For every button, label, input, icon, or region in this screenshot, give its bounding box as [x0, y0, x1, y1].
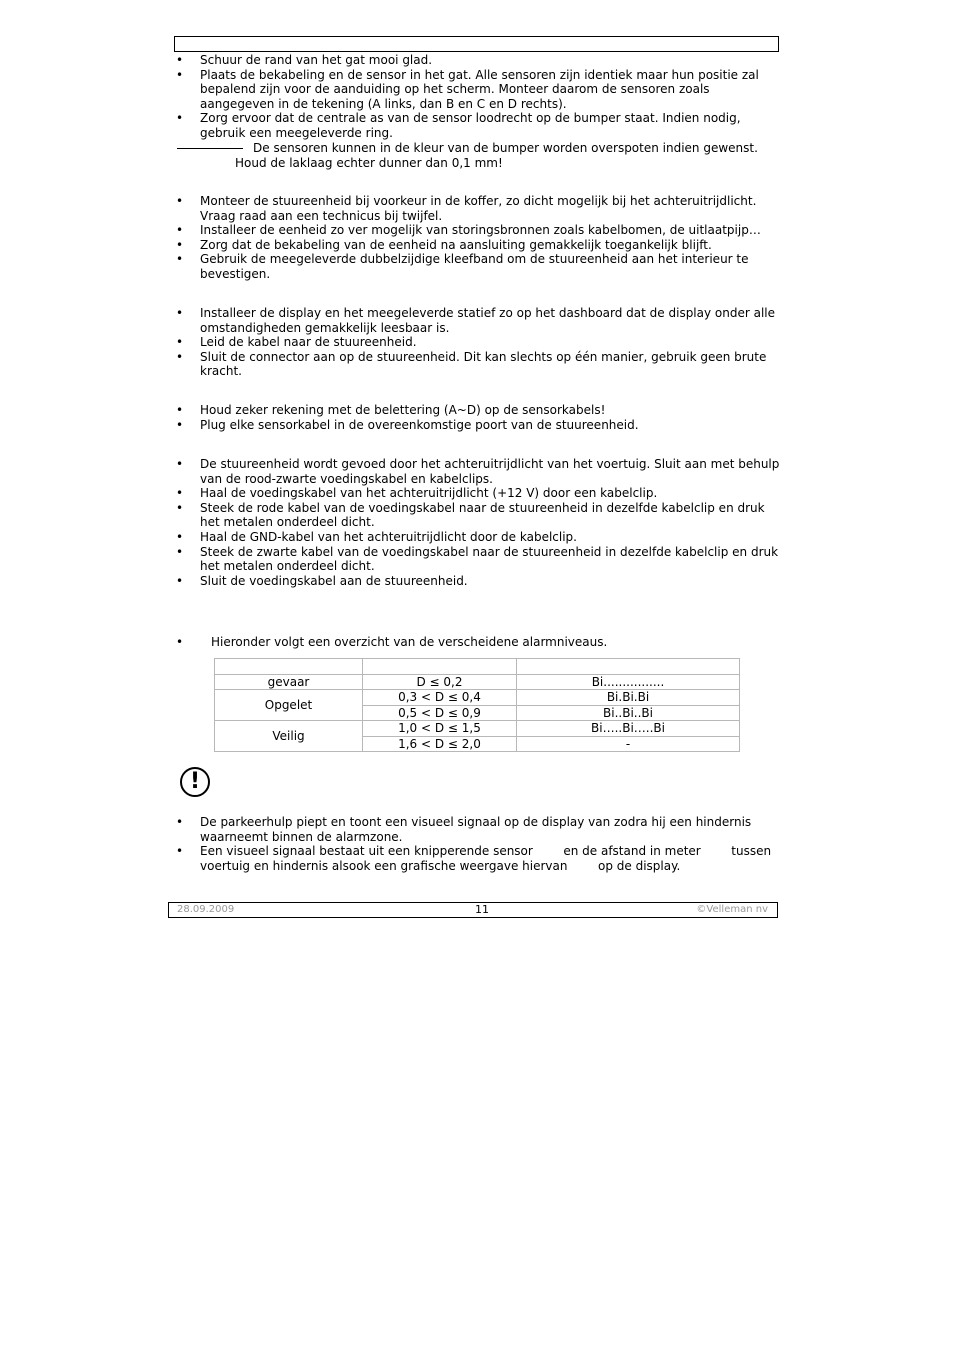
table-cell — [215, 659, 363, 675]
sensor-mounting-list — [174, 53, 784, 141]
level-cell: Veilig — [215, 721, 363, 752]
control-unit-list — [174, 194, 784, 282]
operation-list — [174, 815, 784, 873]
page-footer — [168, 902, 778, 918]
table-row — [215, 674, 740, 690]
warning-icon: ! — [180, 767, 210, 797]
distance-cell: 0,5 < D ≤ 0,9 — [363, 705, 517, 721]
paint-note — [177, 141, 777, 170]
list-item: • Plug elke sensorkabel in de overeenkomstige poort van de stuureenheid. — [174, 418, 784, 433]
level-cell: gevaar — [215, 674, 363, 690]
table-row — [215, 690, 740, 706]
distance-cell: 1,0 < D ≤ 1,5 — [363, 721, 517, 737]
list-item: • Schuur de rand van het gat mooi glad. — [174, 53, 784, 68]
table-row — [215, 721, 740, 737]
display-list — [174, 306, 784, 379]
list-item: • Leid de kabel naar de stuureenheid. — [174, 335, 784, 350]
list-item: • Gebruik de meegeleverde dubbelzijdige kleefband om de stuureenheid aan het interieur te bevestigen. — [174, 252, 784, 281]
header-box — [174, 36, 779, 52]
list-item: • Haal de voedingskabel van het achteruitrijdlicht (+12 V) door een kabelclip. — [174, 486, 784, 501]
level-cell: Opgelet — [215, 690, 363, 721]
sound-cell: - — [517, 736, 740, 752]
page-number: 11 — [475, 903, 489, 916]
note-line-1: De sensoren kunnen in de kleur van de bumper worden overspoten indien gewenst. — [253, 141, 758, 155]
sound-cell: Bi.Bi.Bi — [517, 690, 740, 706]
list-item: • Steek de rode kabel van de voedingskabel naar de stuureenheid in dezelfde kabelclip en druk het metalen onderdeel dicht. — [174, 501, 784, 530]
list-item: • Steek de zwarte kabel van de voedingskabel naar de stuureenheid in dezelfde kabelclip en druk het metalen onderdeel dicht. — [174, 545, 784, 574]
list-item: • De parkeerhulp piept en toont een visueel signaal op de display van zodra hij een hindernis waarneemt binnen de alarmzone. — [174, 815, 784, 844]
table-cell — [363, 659, 517, 675]
alarm-levels-table — [214, 658, 740, 752]
note-underline — [177, 148, 243, 149]
list-item: • Plaats de bekabeling en de sensor in het gat. Alle sensoren zijn identiek maar hun positie zal bepalend zijn voor de aanduiding op het scherm. Monteer daarom de sensoren zoals aangegeven in de tekening (A links, dan B en C en D rechts). — [174, 68, 784, 112]
table-cell — [517, 659, 740, 675]
sound-cell: Bi..Bi..Bi — [517, 705, 740, 721]
list-item: • Zorg dat de bekabeling van de eenheid na aansluiting gemakkelijk toegankelijk blijft. — [174, 238, 784, 253]
sound-cell: Bi…..Bi…..Bi — [517, 721, 740, 737]
list-item: • Een visueel signaal bestaat uit een knipperende sensor en de afstand in meter tussen voertuig en hindernis alsook een grafische weergave hiervan op de display. — [174, 844, 784, 873]
distance-cell: D ≤ 0,2 — [363, 674, 517, 690]
power-list — [174, 457, 784, 588]
list-item: • Houd zeker rekening met de belettering (A~D) op de sensorkabels! — [174, 403, 784, 418]
list-item: • Sluit de voedingskabel aan de stuureenheid. — [174, 574, 784, 589]
distance-cell: 0,3 < D ≤ 0,4 — [363, 690, 517, 706]
list-item: • Sluit de connector aan op de stuureenheid. Dit kan slechts op één manier, gebruik geen brute kracht. — [174, 350, 784, 379]
footer-date: 28.09.2009 — [177, 904, 235, 915]
list-item: • Haal de GND-kabel van het achteruitrijdlicht door de kabelclip. — [174, 530, 784, 545]
sensor-cable-list — [174, 403, 784, 432]
list-item: • De stuureenheid wordt gevoed door het achteruitrijdlicht van het voertuig. Sluit aan met behulp van de rood-zwarte voedingskabel en kabelclips. — [174, 457, 784, 486]
sound-cell: Bi................ — [517, 674, 740, 690]
list-item: • Installeer de display en het meegeleverde statief zo op het dashboard dat de display onder alle omstandigheden gemakkelijk leesbaar is. — [174, 306, 784, 335]
alarm-intro-text: Hieronder volgt een overzicht van de verscheidene alarmniveaus. — [211, 635, 608, 649]
table-header-row — [215, 659, 740, 675]
list-item: • Installeer de eenheid zo ver mogelijk van storingsbronnen zoals kabelbomen, de uitlaatpijp… — [174, 223, 784, 238]
distance-cell: 1,6 < D ≤ 2,0 — [363, 736, 517, 752]
list-item: • Monteer de stuureenheid bij voorkeur in de koffer, zo dicht mogelijk bij het achteruitrijdlicht. Vraag raad aan een technicus bij twijfel. — [174, 194, 784, 223]
bullet: • — [176, 635, 184, 649]
list-item: • Zorg ervoor dat de centrale as van de sensor loodrecht op de bumper staat. Indien nodig, gebruik een meegeleverde ring. — [174, 111, 784, 140]
footer-copyright: ©Velleman nv — [696, 904, 768, 915]
note-line-2: Houd de laklaag echter dunner dan 0,1 mm! — [235, 155, 503, 170]
